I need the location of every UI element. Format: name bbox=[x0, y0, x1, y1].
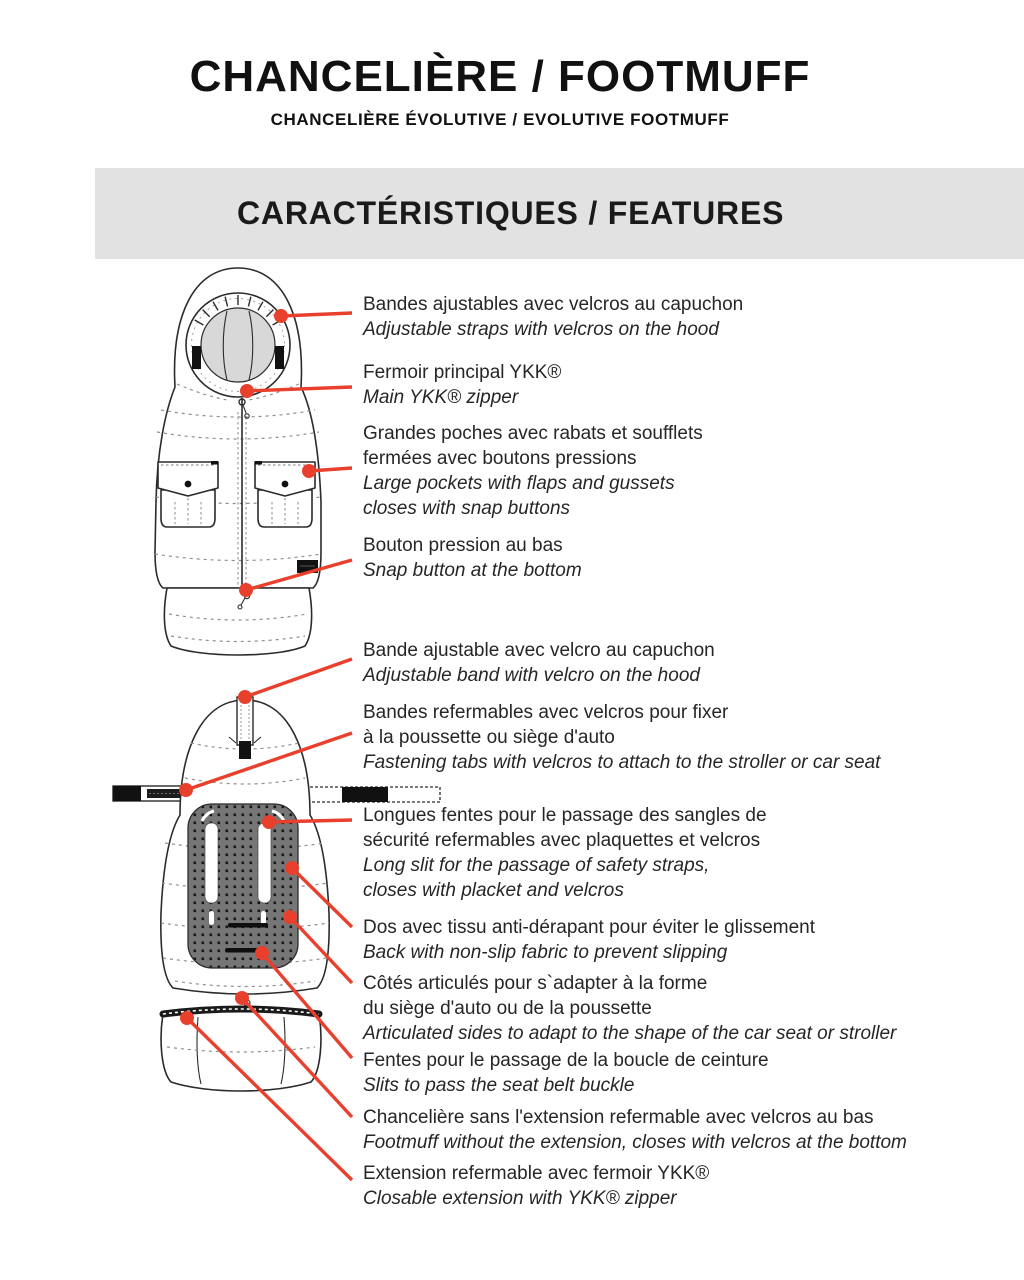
annotation-en-line: Main YKK® zipper bbox=[363, 387, 519, 408]
annotation-en-line: closes with placket and velcros bbox=[363, 880, 624, 901]
annotation-fr-line: à la poussette ou siège d'auto bbox=[363, 727, 615, 748]
annotation-en-line: Adjustable band with velcro on the hood bbox=[363, 665, 700, 686]
annotation-fr-line: Bouton pression au bas bbox=[363, 535, 563, 556]
annotation-pockets bbox=[363, 421, 703, 521]
annotation-fastening-tabs bbox=[363, 700, 880, 775]
annotation-en-line: Long slit for the passage of safety straps, bbox=[363, 855, 710, 876]
annotation-fr-line: Dos avec tissu anti-dérapant pour éviter le glissement bbox=[363, 917, 816, 938]
annotation-fr-line: Bandes refermables avec velcros pour fixer bbox=[363, 702, 729, 723]
annotation-en-line: Closable extension with YKK® zipper bbox=[363, 1188, 677, 1209]
annotation-fr-line: sécurité refermables avec plaquettes et velcros bbox=[363, 830, 761, 851]
page-subtitle: CHANCELIÈRE ÉVOLUTIVE / EVOLUTIVE FOOTMUFF bbox=[270, 110, 730, 129]
annotation-en-line: Snap button at the bottom bbox=[363, 560, 582, 581]
annotation-fr-line: Fermoir principal YKK® bbox=[363, 362, 562, 383]
annotation-en-line: Large pockets with flaps and gussets bbox=[363, 473, 675, 494]
annotation-en-line: Footmuff without the extension, closes with velcros at the bottom bbox=[363, 1132, 907, 1153]
annotation-en-line: closes with snap buttons bbox=[363, 498, 571, 519]
annotation-en-line: Adjustable straps with velcros on the hood bbox=[363, 319, 719, 340]
annotation-non-slip-back bbox=[363, 915, 815, 965]
annotation-fr-line: Chancelière sans l'extension refermable avec velcros au bas bbox=[363, 1107, 874, 1128]
annotation-main-zipper bbox=[363, 360, 561, 410]
annotation-extension-zipper bbox=[363, 1161, 709, 1211]
annotation-bottom-snap bbox=[363, 533, 582, 583]
annotation-without-extension bbox=[363, 1105, 907, 1155]
annotation-fr-line: Côtés articulés pour s`adapter à la forme bbox=[363, 973, 708, 994]
annotation-hood-band bbox=[363, 638, 715, 688]
annotation-fr-line: fermées avec boutons pressions bbox=[363, 448, 637, 469]
annotation-fr-line: Longues fentes pour le passage des sangles de bbox=[363, 805, 767, 826]
annotation-fr-line: Extension refermable avec fermoir YKK® bbox=[363, 1163, 710, 1184]
annotation-articulated-sides bbox=[363, 971, 896, 1046]
annotation-en-line: Articulated sides to adapt to the shape of the car seat or stroller bbox=[363, 1023, 897, 1044]
annotation-en-line: Fastening tabs with velcros to attach to the stroller or car seat bbox=[363, 752, 881, 773]
annotation-fr-line: Bande ajustable avec velcro au capuchon bbox=[363, 640, 715, 661]
page-title: CHANCELIÈRE / FOOTMUFF bbox=[189, 52, 811, 101]
annotation-fr-line: Grandes poches avec rabats et soufflets bbox=[363, 423, 703, 444]
annotation-en-line: Slits to pass the seat belt buckle bbox=[363, 1075, 635, 1096]
annotation-fr-line: Fentes pour le passage de la boucle de ceinture bbox=[363, 1050, 769, 1071]
annotation-buckle-slits bbox=[363, 1048, 769, 1098]
features-banner-title: CARACTÉRISTIQUES / FEATURES bbox=[237, 195, 785, 231]
annotation-en-line: Back with non-slip fabric to prevent slipping bbox=[363, 942, 728, 963]
annotation-hood-straps bbox=[363, 292, 743, 342]
annotation-fr-line: du siège d'auto ou de la poussette bbox=[363, 998, 652, 1019]
annotation-fr-line: Bandes ajustables avec velcros au capuchon bbox=[363, 294, 744, 315]
annotation-strap-slits bbox=[363, 803, 767, 903]
